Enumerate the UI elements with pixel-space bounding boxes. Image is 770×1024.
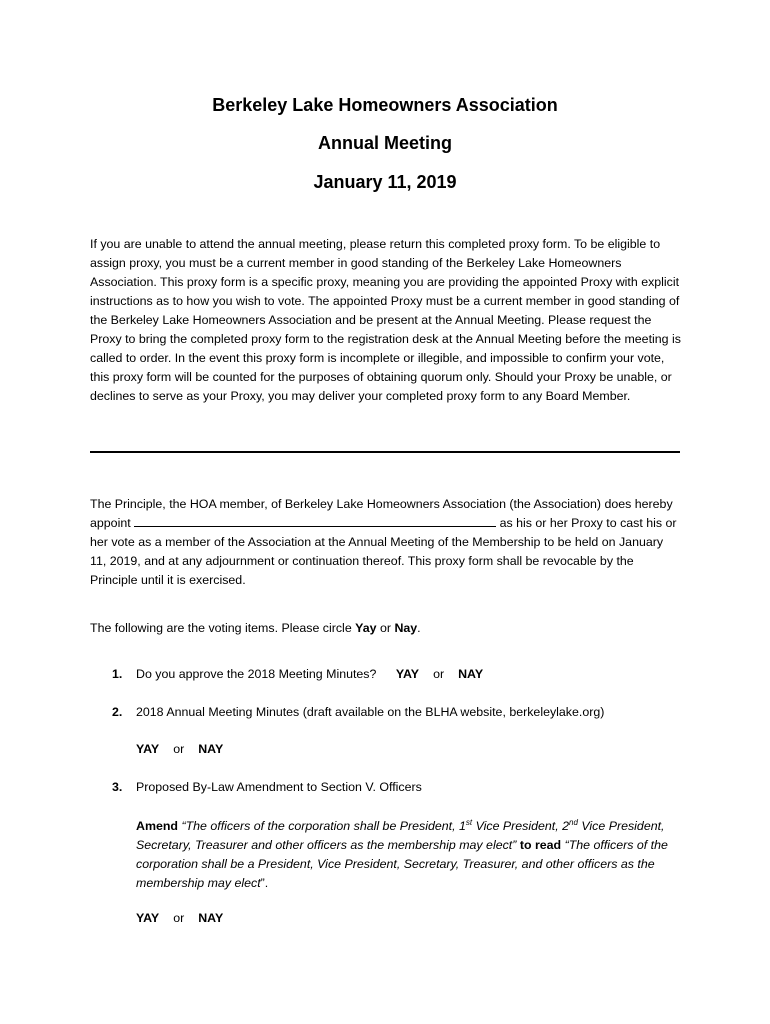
appointment-text-before: The Principle, the HOA member, of Berkeley Lake Homeowners Association (the Association) does hereby appoint bbox=[90, 497, 673, 530]
instructions-nay: Nay bbox=[394, 621, 418, 635]
amended-text-end: ”. bbox=[260, 876, 269, 890]
instructions-yay: Yay bbox=[355, 621, 377, 635]
nay-option[interactable]: NAY bbox=[458, 667, 484, 681]
instructions-or: or bbox=[376, 621, 395, 635]
nay-option[interactable]: NAY bbox=[198, 742, 224, 756]
or-label: or bbox=[173, 742, 185, 756]
to-read-label: to read bbox=[519, 838, 562, 852]
yay-option[interactable]: YAY bbox=[136, 911, 160, 925]
vote-options-3 bbox=[136, 911, 223, 925]
instructions-end: . bbox=[417, 621, 421, 635]
instructions-text: The following are the voting items. Please circle bbox=[90, 621, 356, 635]
meeting-title: Annual Meeting bbox=[318, 133, 452, 153]
vote-item-1 bbox=[136, 667, 483, 681]
yay-option[interactable]: YAY bbox=[395, 667, 420, 681]
vote-item-2: 2018 Annual Meeting Minutes (draft available on the BLHA website, berkeleylake.org) bbox=[136, 705, 605, 719]
organization-title: Berkeley Lake Homeowners Association bbox=[212, 95, 558, 115]
proxy-name-blank[interactable] bbox=[134, 514, 496, 527]
amend-label: Amend bbox=[136, 819, 178, 833]
or-label: or bbox=[433, 667, 445, 681]
nay-option[interactable]: NAY bbox=[198, 911, 224, 925]
vote-item-3: Proposed By-Law Amendment to Section V. Officers bbox=[136, 780, 422, 794]
original-text: “The officers of the corporation shall be President, 1st Vice President, 2nd Vice President, Secretary, Treasurer and other officers as the membership may elect” bbox=[136, 817, 665, 852]
section-divider bbox=[90, 451, 680, 453]
item-number: 3. bbox=[112, 780, 123, 794]
or-label: or bbox=[173, 911, 185, 925]
amendment-text bbox=[136, 817, 684, 893]
voting-instructions bbox=[90, 619, 682, 638]
item-number: 2. bbox=[112, 705, 123, 719]
yay-option[interactable]: YAY bbox=[136, 742, 160, 756]
item-text: Do you approve the 2018 Meeting Minutes? bbox=[136, 667, 377, 681]
item-number: 1. bbox=[112, 667, 123, 681]
appointment-paragraph bbox=[90, 495, 682, 590]
amended-text: “The officers of the corporation shall be a President, Vice President, Secretary, Treasurer, and other officers as the membership may elect bbox=[136, 838, 668, 890]
vote-options-2 bbox=[136, 742, 223, 756]
meeting-date: January 11, 2019 bbox=[313, 172, 457, 192]
appointment-text-after: as his or her Proxy to cast his or her vote as a member of the Association at the Annual Meeting of the Membership to be held on January 11, 2019, and at any adjournment or continuation thereof. This proxy form shall be revocable by the Principle until it is exercised. bbox=[90, 516, 677, 587]
intro-paragraph: If you are unable to attend the annual meeting, please return this completed proxy form. To be eligible to assign proxy, you must be a current member in good standing of the Berkeley Lake Homeowners Association. This proxy form is a specific proxy, meaning you are providing the appointed Proxy with explicit instructions as to how you wish to vote. The appointed Proxy must be a current member in good standing of the Berkeley Lake Homeowners Association and be present at the Annual Meeting. Please request the Proxy to bring the completed proxy form to the registration desk at the Annual Meeting before the meeting is called to order. In the event this proxy form is incomplete or illegible, and impossible to confirm your vote, this proxy form will be counted for the purposes of obtaining quorum only. Should your Proxy be unable, or declines to serve as your Proxy, you may deliver your completed proxy form to any Board Member. bbox=[90, 237, 681, 403]
